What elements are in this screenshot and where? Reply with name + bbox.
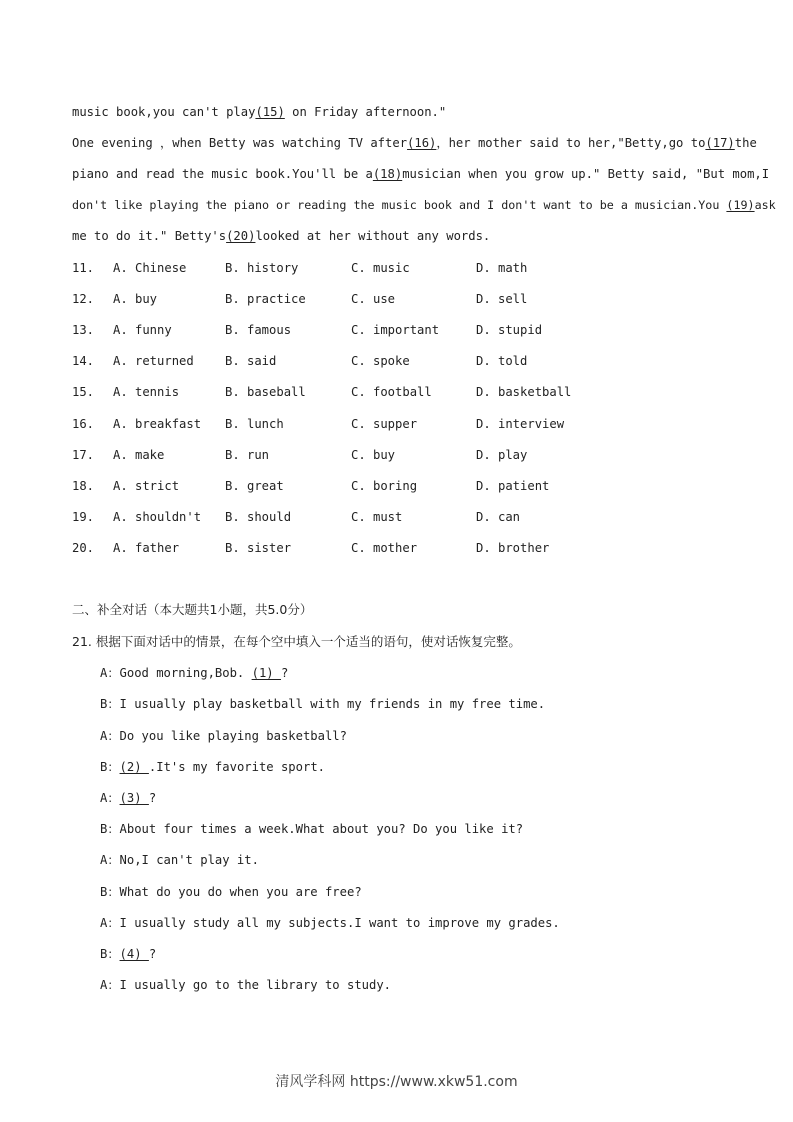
blank-16: (16)	[407, 136, 437, 150]
question-number: 16.	[72, 417, 95, 431]
option-b: B. said	[225, 354, 277, 368]
option-a: A. make	[113, 448, 165, 462]
dialogue-line-8: B：What do you do when you are free?	[100, 885, 362, 899]
option-c: C. buy	[351, 448, 396, 462]
question-number: 14.	[72, 354, 95, 368]
blank-18: (18)	[372, 167, 403, 181]
dialogue-line-5	[100, 790, 156, 806]
blank-19: (19)	[726, 198, 755, 212]
passage-line-4	[72, 197, 776, 213]
option-b: B. great	[225, 479, 284, 493]
option-d: D. told	[476, 354, 528, 368]
question-number: 20.	[72, 541, 95, 555]
option-a: A. shouldn't	[113, 510, 202, 524]
blank-15: (15)	[255, 105, 285, 119]
option-c: C. mother	[351, 541, 418, 555]
option-d: D. stupid	[476, 323, 543, 337]
question-number: 13.	[72, 323, 95, 337]
option-a: A. funny	[113, 323, 172, 337]
passage-line-1	[72, 104, 727, 120]
option-b: B. practice	[225, 292, 306, 306]
passage-text: looked at her without any words.	[255, 229, 491, 243]
option-c: C. must	[351, 510, 403, 524]
dialogue-text: A：	[100, 791, 120, 805]
option-d: D. basketball	[476, 385, 572, 399]
question-number: 15.	[72, 385, 95, 399]
option-c: C. spoke	[351, 354, 410, 368]
option-c: C. important	[351, 323, 440, 337]
passage-text: piano and read the music book.You'll be a	[72, 167, 373, 181]
passage-text: on Friday afternoon."	[284, 105, 447, 119]
dialogue-line-9: A：I usually study all my subjects.I want to improve my grades.	[100, 916, 560, 930]
option-d: D. can	[476, 510, 521, 524]
passage-text: me to do it." Betty's	[72, 229, 227, 243]
dialogue-text: ?	[148, 947, 157, 961]
option-c: C. music	[351, 261, 410, 275]
passage-text: One evening ，when Betty was watching TV after	[72, 136, 408, 150]
dialogue-line-6: B：About four times a week.What about you? Do you like it?	[100, 822, 524, 836]
question-number: 11.	[72, 261, 95, 275]
option-a: A. breakfast	[113, 417, 202, 431]
option-b: B. history	[225, 261, 299, 275]
option-b: B. lunch	[225, 417, 284, 431]
dialogue-blank-3: (3)	[119, 791, 149, 805]
option-a: A. buy	[113, 292, 158, 306]
dialogue-blank-2: (2)	[119, 760, 149, 774]
dialogue-line-3: A：Do you like playing basketball?	[100, 729, 347, 743]
dialogue-text: A：Good morning,Bob.	[100, 666, 252, 680]
passage-text: don't like playing the piano or reading the music book and I don't want to be a musician.You	[72, 198, 727, 212]
option-a: A. strict	[113, 479, 180, 493]
option-d: D. brother	[476, 541, 550, 555]
option-b: B. baseball	[225, 385, 306, 399]
option-c: C. boring	[351, 479, 418, 493]
option-d: D. patient	[476, 479, 550, 493]
question-number: 19.	[72, 510, 95, 524]
option-d: D. sell	[476, 292, 528, 306]
page-footer: 清风学科网 https://www.xkw51.com	[275, 1074, 518, 1090]
blank-17: (17)	[705, 136, 735, 150]
dialogue-line-7: A：No,I can't play it.	[100, 853, 259, 867]
option-a: A. father	[113, 541, 180, 555]
passage-text: musician when you grow up." Betty said, "But mom,I	[402, 167, 770, 181]
question-number: 17.	[72, 448, 95, 462]
dialogue-line-11: A：I usually go to the library to study.	[100, 978, 392, 992]
dialogue-text: .It's my favorite sport.	[148, 760, 325, 774]
dialogue-blank-1: (1)	[251, 666, 281, 680]
section-instruction: 21. 根据下面对话中的情景，在每个空中填入一个适当的语句，使对话恢复完整。	[72, 634, 521, 649]
dialogue-text: B：	[100, 947, 120, 961]
dialogue-text: ?	[148, 791, 157, 805]
option-a: A. tennis	[113, 385, 180, 399]
dialogue-line-10	[100, 946, 156, 962]
passage-text: ，her mother said to her,"Betty,go to	[436, 136, 706, 150]
option-d: D. interview	[476, 417, 565, 431]
dialogue-blank-4: (4)	[119, 947, 149, 961]
passage-text: the	[734, 136, 757, 150]
option-d: D. play	[476, 448, 528, 462]
option-b: B. sister	[225, 541, 292, 555]
question-number: 18.	[72, 479, 95, 493]
dialogue-text: ?	[280, 666, 289, 680]
passage-text: ask	[754, 198, 776, 212]
question-number: 12.	[72, 292, 95, 306]
option-b: B. should	[225, 510, 292, 524]
option-c: C. football	[351, 385, 432, 399]
dialogue-line-4	[100, 759, 325, 775]
option-d: D. math	[476, 261, 528, 275]
option-a: A. Chinese	[113, 261, 187, 275]
dialogue-text: B：	[100, 760, 120, 774]
passage-line-5	[72, 228, 727, 244]
passage-line-3	[72, 166, 770, 182]
dialogue-line-2: B：I usually play basketball with my friends in my free time.	[100, 697, 546, 711]
section-heading: 二、补全对话（本大题共1小题，共5.0分）	[72, 602, 313, 617]
option-a: A. returned	[113, 354, 194, 368]
option-b: B. run	[225, 448, 270, 462]
option-b: B. famous	[225, 323, 292, 337]
option-c: C. supper	[351, 417, 418, 431]
passage-text: music book,you can't play	[72, 105, 256, 119]
dialogue-line-1	[100, 665, 288, 681]
passage-line-2	[72, 135, 757, 151]
option-c: C. use	[351, 292, 396, 306]
blank-20: (20)	[226, 229, 256, 243]
